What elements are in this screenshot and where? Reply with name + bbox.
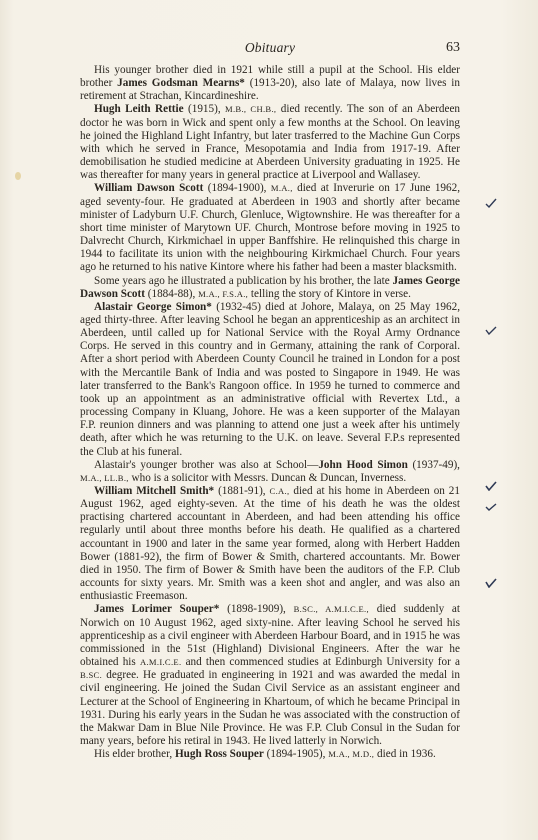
person-name: Alastair George Simon* (94, 300, 212, 313)
check-mark-icon (485, 481, 497, 491)
person-name: James Lorimer Souper* (94, 603, 220, 616)
paragraph-text: (1913-20), also late of Malaya, now lives in retirement at Strachan, Kincardineshire. (80, 77, 460, 103)
paragraph-text: (1894-1900), (203, 182, 271, 195)
qualification: M.A., M.D., (328, 749, 375, 760)
check-mark-icon (485, 325, 497, 335)
paragraph-text: Alastair's younger brother was also at School— (94, 458, 319, 471)
paragraph-text: (1884-88), (144, 287, 199, 300)
paragraph-text: His elder brother, (94, 748, 175, 761)
paragraph (80, 301, 460, 459)
check-mark-icon (485, 502, 497, 512)
qualification: M.A., (270, 183, 293, 194)
paragraph (80, 103, 460, 182)
qualification: C.A., (269, 486, 290, 496)
paragraph-text: died at Inverurie on 17 June 1962, aged seventy-four. He graduated at Aberdeen in 1903 and shortly after became minister of Ladyburn U.F. Church, Glenluce, Wigtownshire. He was thereafter for a short time minister of Marytown UF. Church, Montrose before moving in 1925 to Dalvrecht Church, Kirkmichael in upper Banffshire. He relinquished this charge in 1944 to facilitate its union with the neighbouring Kirkmichael Church. Four years ago he returned to his native Kintore where his father had been a master blacksmith. (80, 182, 460, 274)
qualification: M.B., CH.B., (225, 104, 277, 115)
paragraph (80, 603, 460, 748)
paragraph-text: Some years ago he illustrated a publication by his brother, the late (94, 274, 393, 287)
person-name: William Mitchell Smith* (94, 485, 215, 497)
paragraph-text: (1937-49), (407, 458, 460, 471)
qualification: M.A., F.S.A., (198, 288, 249, 299)
paragraph-text: (1932-45) died at Johore, Malaya, on 25 May 1962, aged thirty-three. After leaving School he began an apprenticeship as an architect in Aberdeen, until called up for National Service with the Royal Army Ordnance Corps. He served in this country and in Germany, attaining the rank of Corporal. After a short period with Aberdeen County Council he trained in London for a post with the Mercantile Bank of India and was posted to Singapore in 1949. He was later transferred to the Bank's Rangoon office. In 1959 he turned to commerce and took up an appointment as an administrative official with Revertex Ltd., a processing Company in Kluang, Johore. He was a keen supporter of the Malayan F.P. reunion dinners and was planning to attend one just a week after his untimely death, after which he was returning to the U.K. on leave. Several F.P.s represented the Club at his funeral. (80, 300, 461, 458)
qualification: A.M.I.C.E. (139, 657, 182, 668)
person-name: William Dawson Scott (94, 182, 204, 195)
paragraph-text: (1898-1909), (219, 603, 294, 616)
paper-stain (15, 172, 21, 180)
paragraph-text: His younger brother died in 1921 while still a pupil at the School. His elder brother (80, 64, 460, 90)
paragraph-text: and then commenced studies at Edinburgh University for a (181, 656, 460, 669)
paragraph-text: died in 1936. (374, 748, 436, 761)
person-name: Hugh Ross Souper (174, 748, 264, 761)
paragraph-text: who is a solicitor with Messrs. Duncan & Duncan, Inverness. (128, 471, 407, 484)
person-name: John Hood Simon (318, 458, 408, 471)
check-mark-icon (485, 578, 497, 588)
paragraph (80, 748, 460, 761)
paragraph-text: (1881-91), (214, 485, 270, 497)
paragraph (80, 275, 460, 301)
paragraph-text: (1894-1905), (263, 748, 329, 761)
check-mark-icon (485, 198, 497, 208)
paragraph-text: degree. He graduated in engineering in 1921 and was awarded the medal in civil engineering. He joined the Sudan Civil Service as an assistant engineer and Lecturer at the School of Engineering in Khartoum, of which he became Principal in 1931. During his early years in the Sudan he was associated with the construction of the Makwar Dam in Blue Nile Province. He was F.P. Club Consul in the Sudan for many years, before his retiral in 1943. He lived latterly in Norwich. (80, 669, 460, 747)
person-name: Hugh Leith Rettie (94, 103, 184, 116)
obituary-text (80, 64, 460, 761)
qualification: M.A., LL.B., (80, 472, 129, 483)
page-number: 63 (446, 40, 460, 55)
paragraph (80, 182, 460, 274)
page-header (80, 40, 460, 60)
person-name: James Godsman Mearns* (117, 77, 245, 90)
qualification: B.SC., A.M.I.C.E., (293, 604, 369, 615)
paragraph-text: died suddenly at Norwich on 10 August 1962, aged sixty-nine. After leaving School he served his apprenticeship as a civil engineer with Aberdeen Harbour Board, and in 1915 he was commissioned in the 51st (Highland) Divisional Engineers. After the war he obtained his (80, 603, 461, 669)
qualification: B.SC. (80, 670, 103, 681)
paragraph-text: telling the story of Kintore in verse. (248, 287, 411, 300)
paragraph (80, 64, 460, 103)
paragraph (80, 485, 460, 603)
paragraph-text: died at his home in Aberdeen on 21 August 1962, aged eighty-seven. At the time of his death he was the oldest practising chartered accountant in Aberdeen, and had been attending his office regularly until about three months before his death. He qualified as a chartered accountant in 1900 and later in the same year formed, along with Herbert Hadden Bower (1881-92), the firm of Bower & Smith, chartered accountants. Mr. Bower died in 1950. The firm of Bower & Smith have been the auditors of the F.P. Club accounts for sixty years. Mr. Smith was a keen shot and angler, and was also an enthusiastic Freemason. (80, 485, 460, 603)
paragraph (80, 459, 460, 485)
paragraph-text: died recently. The son of an Aberdeen doctor he was born in Wick and spent only a few months at the School. On leaving he joined the Highland Light Infantry, but later trasferred to the Machine Gun Corps with which he served in France, Mesopotamia and India from 1917-19. After demobilisation he studied medicine at Aberdeen University graduating in 1925. He was thereafter for many years in general practice at Liverpool and Wallasey. (80, 103, 461, 182)
paragraph-text: (1915), (183, 103, 226, 116)
person-name: James George Dawson Scott (80, 274, 460, 300)
running-head: Obituary (244, 40, 296, 55)
